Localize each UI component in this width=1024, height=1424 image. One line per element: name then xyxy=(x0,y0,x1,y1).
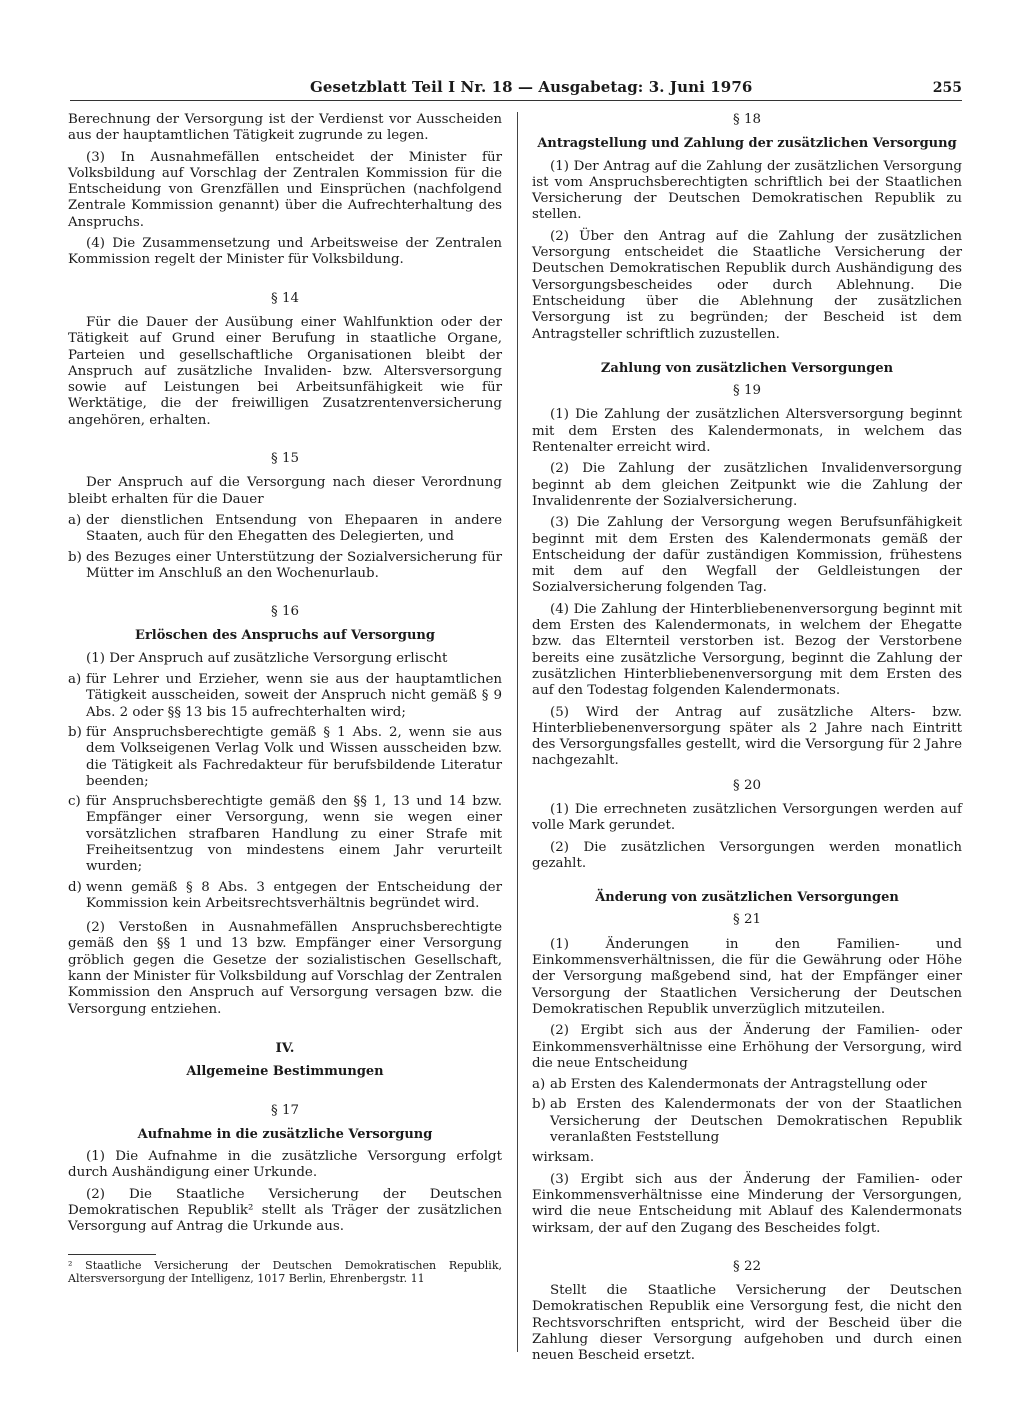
list-item: b) für Anspruchsberechtigte gemäß § 1 Abs. 2, wenn sie aus dem Volkseigenen Verlag Volk und Wissen ausscheiden bzw. die Tätigkeit als Fachredakteur für berufsbildende Literatur beenden; xyxy=(68,724,502,789)
section-22-text: Stellt die Staatliche Versicherung der Deutschen Demokratischen Republik eine Versorgung fest, die nicht den Rechtsvorschriften entspricht, wird der Bescheid über die Zahlung dieser Versorgung aufgehoben und durch einen neuen Bescheid ersetzt. xyxy=(532,1283,962,1364)
gazette-title: Gesetzblatt Teil I Nr. 18 — Ausgabetag: 3. Juni 1976 xyxy=(310,78,753,96)
footnote: ² Staatliche Versicherung der Deutschen Demokratischen Republik, Altersversorgung der Intelligenz, 1017 Berlin, Ehrenbergstr. 11 xyxy=(68,1258,502,1285)
section-17-heading: Aufnahme in die zusätzliche Versorgung xyxy=(137,1126,433,1142)
section-17-1: (1) Die Aufnahme in die zusätzliche Versorgung erfolgt durch Aushändigung einer Urkunde. xyxy=(68,1149,502,1181)
section-20-1: (1) Die errechneten zusätzlichen Versorgungen werden auf volle Mark gerundet. xyxy=(532,801,962,834)
section-18-1: (1) Der Antrag auf die Zahlung der zusätzlichen Versorgung ist vom Anspruchsberechtigten schriftlich bei der Staatlichen Versicherung der Deutschen Demokratischen Republik zu stellen. xyxy=(532,158,962,223)
column-divider xyxy=(517,112,518,1352)
section-18-heading: Antragstellung und Zahlung der zusätzlichen Versorgung xyxy=(537,136,957,152)
section-19-2: (2) Die Zahlung der zusätzlichen Invalidenversorgung beginnt ab dem gleichen Zeitpunkt wie die Zahlung der Invalidenrente der Sozialversicherung. xyxy=(532,461,962,509)
footnote-rule xyxy=(68,1254,156,1255)
section-16-heading: Erlöschen des Anspruchs auf Versorgung xyxy=(135,628,435,644)
section-21-number: § 21 xyxy=(733,912,761,928)
list-item: a) der dienstlichen Entsendung von Ehepaaren in andere Staaten, auch für den Ehegatten des Delegierten, und xyxy=(68,512,502,545)
change-heading: Änderung von zusätzlichen Versorgungen xyxy=(595,890,899,906)
section-14-text: Für die Dauer der Ausübung einer Wahlfunktion oder der Tätigkeit auf Grund einer Berufung in staatliche Organe, Parteien und gesellschaftliche Organisationen bleibt der Anspruch auf zusätzliche Invaliden- bzw. Altersversorgung sowie auf Leistungen bei Arbeitsunfähigkeit wie für Werktätige, die der freiwilligen Zusatzrentenversicherung angehören, erhalten. xyxy=(68,314,502,428)
section-17-number: § 17 xyxy=(271,1102,299,1118)
page-number: 255 xyxy=(932,80,962,96)
paragraph-13-4: (4) Die Zusammensetzung und Arbeitsweise der Zentralen Kommission regelt der Minister für Volksbildung. xyxy=(68,236,502,268)
payment-heading: Zahlung von zusätzlichen Versorgungen xyxy=(600,360,894,376)
section-20-2: (2) Die zusätzlichen Versorgungen werden monatlich gezahlt. xyxy=(532,839,962,871)
section-19-3: (3) Die Zahlung der Versorgung wegen Berufsunfähigkeit beginnt mit dem Ersten des Kalendermonats gemäß der Entscheidung der dafür zuständigen Kommission, frühestens mit dem auf den Wegfall der Geldleistungen der Sozialversicherung folgenden Tag. xyxy=(532,515,962,596)
section-18-number: § 18 xyxy=(733,112,761,127)
section-14-number: § 14 xyxy=(271,290,299,306)
section-16-2: (2) Verstoßen in Ausnahmefällen Anspruchsberechtigte gemäß den §§ 1 und 13 bzw. Empfänger einer Versorgung gröblich gegen die Gesetze der sozialistischen Gesellschaft, kann der Minister für Volksbildung auf Vorschlag der Zentralen Kommission den Anspruch auf Versorgung versagen bzw. die Versorgung entziehen. xyxy=(68,920,502,1017)
section-15-number: § 15 xyxy=(271,451,299,467)
section-18-2: (2) Über den Antrag auf die Zahlung der zusätzlichen Versorgung entscheidet die Staatliche Versicherung der Deutschen Demokratischen Republik durch Aushändigung des Versorgungsbescheides oder durch Ablehnung. Die Entscheidung über die Ablehnung der zusätzlichen Versorgung ist zu begründen; der Bescheid ist dem Antragsteller schriftlich zuzustellen. xyxy=(532,228,962,342)
right-column xyxy=(532,112,962,1370)
section-19-5: (5) Wird der Antrag auf zusätzliche Alters- bzw. Hinterbliebenenversorgung später als 2 Jahre nach Eintritt des Versorgungsfalles gestellt, wird die Versorgung für 2 Jahre nachgezahlt. xyxy=(532,704,962,769)
section-17-2: (2) Die Staatliche Versicherung der Deutschen Demokratischen Republik² stellt als Träger der zusätzlichen Versorgung auf Antrag die Urkunde aus. xyxy=(68,1186,502,1235)
list-item: b) des Bezuges einer Unterstützung der Sozialversicherung für Mütter im Anschluß an den Wochenurlaub. xyxy=(68,549,502,581)
paragraph-intro: Berechnung der Versorgung ist der Verdienst vor Ausscheiden aus der hauptamtlichen Tätigkeit zugrunde zu legen. xyxy=(68,112,502,144)
section-16-1: (1) Der Anspruch auf zusätzliche Versorgung erlischt xyxy=(86,650,448,666)
part-number: IV. xyxy=(275,1039,295,1056)
list-item: a) ab Ersten des Kalendermonats der Antragstellung oder xyxy=(532,1077,927,1093)
section-21-2: (2) Ergibt sich aus der Änderung der Familien- oder Einkommensverhältnisse eine Erhöhung der Versorgung, wird die neue Entscheidung xyxy=(532,1023,962,1071)
list-item: c) für Anspruchsberechtigte gemäß den §§ 1, 13 und 14 bzw. Empfänger einer Versorgung, wenn sie wegen einer vorsätzlichen strafbaren Handlung zu einer Strafe mit Freiheitsentzug von mindestens einem Jahr verurteilt wurden; xyxy=(68,794,502,875)
section-22-number: § 22 xyxy=(733,1258,761,1274)
section-19-number: § 19 xyxy=(733,383,761,399)
paragraph-13-3: (3) In Ausnahmefällen entscheidet der Minister für Volksbildung auf Vorschlag der Zentralen Kommission für die Entscheidung von Grenzfällen und Einsprüchen (nachfolgend Zentrale Kommission genannt) über die Aufrechterhaltung des Anspruchs. xyxy=(68,149,502,230)
section-15-text: Der Anspruch auf die Versorgung nach dieser Verordnung bleibt erhalten für die Dauer xyxy=(68,475,502,507)
section-19-1: (1) Die Zahlung der zusätzlichen Altersversorgung beginnt mit dem Ersten des Kalendermonats, in welchem das Rentenalter erreicht wird. xyxy=(532,407,962,456)
list-item: b) ab Ersten des Kalendermonats der von der Staatlichen Versicherung der Deutschen Demokratischen Republik veranlaßten Feststellung xyxy=(532,1097,962,1146)
section-19-4: (4) Die Zahlung der Hinterbliebenenversorgung beginnt mit dem Ersten des Kalendermonats, in welchem der Ehegatte bzw. das Elternteil verstorben ist. Bezog der Verstorbene bereits eine zusätzliche Versorgung, beginnt die Zahlung der zusätzlichen Hinterbliebenenversorgung mit dem Ersten des auf den Todestag folgenden Kalendermonats. xyxy=(532,601,962,699)
list-item: a) für Lehrer und Erzieher, wenn sie aus der hauptamtlichen Tätigkeit ausscheiden, soweit der Anspruch nicht gemäß § 9 Abs. 2 oder §§ 13 bis 15 aufrechterhalten wird; xyxy=(68,672,502,720)
section-20-number: § 20 xyxy=(733,777,761,793)
list-item: d) wenn gemäß § 8 Abs. 3 entgegen der Entscheidung der Kommission kein Arbeitsrechtsverhältnis begründet wird. xyxy=(68,879,502,911)
section-21-2-end: wirksam. xyxy=(532,1150,595,1166)
part-heading: Allgemeine Bestimmungen xyxy=(186,1064,384,1080)
section-16-number: § 16 xyxy=(271,604,299,620)
page-header xyxy=(70,78,962,102)
header-rule xyxy=(70,100,962,101)
section-21-1: (1) Änderungen in den Familien- und Einkommensverhältnissen, die für die Gewährung oder Höhe der Versorgung maßgebend sind, hat der Empfänger einer Versorgung der Staatlichen Versicherung der Deutschen Demokratischen Republik unverzüglich mitzuteilen. xyxy=(532,936,962,1017)
section-21-3: (3) Ergibt sich aus der Änderung der Familien- oder Einkommensverhältnisse eine Minderung der Versorgungen, wird die neue Entscheidung mit Ablauf des Kalendermonats wirksam, der auf den Zugang des Bescheides folgt. xyxy=(532,1171,962,1236)
left-column xyxy=(68,112,502,1285)
